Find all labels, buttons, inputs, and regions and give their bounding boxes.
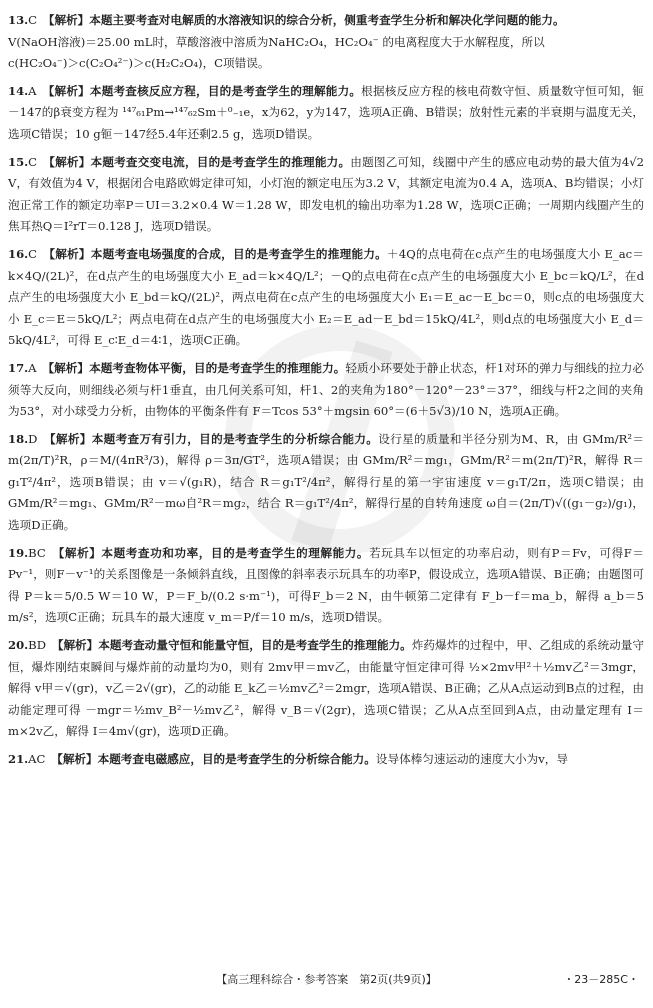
answer-letter: A <box>28 360 37 375</box>
question-number: 19. <box>8 545 29 560</box>
answer-item-13 <box>8 10 644 75</box>
analysis-tag: 【解析】 <box>49 431 92 446</box>
analysis-text: 根据核反应方程的核电荷数守恒、质量数守恒可知，钷－147的β衰变方程为 ¹⁴⁷₆₁Pm→¹⁴⁷₆₂Sm＋⁰₋₁e，x为62，y为147，选项A正确、B错误；放射性元素的半衰期与温度无关，选项C错误；10 g钷－147经5.4年还剩2.5 g，选项D错误。 <box>8 83 644 141</box>
question-number: 16. <box>8 246 29 261</box>
question-number: 18. <box>8 431 29 446</box>
footer-title: 【高三理科综合・参考答案 第2页(共9页)】 <box>216 973 437 986</box>
analysis-lead: 本题考查电场强度的合成，目的是考查学生的推理能力。 <box>90 246 388 261</box>
answer-content <box>8 10 644 777</box>
answer-letter: BC <box>28 545 46 560</box>
analysis-tag: 【解析】 <box>49 246 91 261</box>
answer-letter: AC <box>28 752 46 766</box>
analysis-text: ＋4Q的点电荷在c点产生的电场强度大小 E_ac＝k×4Q/(2L)²，在d点产生的电场强度大小 E_ad＝k×4Q/L²；－Q的点电荷在c点产生的电场强度大小 E_bc＝kQ/L²，在d点产生的电场强度大小 E_bd＝kQ/(2L)²，两点电荷在c点产生的电场强度大小 E₁＝E_ac－E_bc＝0，则c点的电场强度大小 E_c＝E＝5kQ/L²；两点电荷在d点产生的电场强度大小 E₂＝E_ad－E_bd＝15kQ/4L²，则d点的电场强度大小 E_d＝5kQ/4L²，可得 E_c∶E_d＝4∶1，选项C正确。 <box>8 246 644 348</box>
question-number: 14. <box>8 83 29 98</box>
analysis-text: V(NaOH溶液)＝25.00 mL时，草酸溶液中溶质为NaHC₂O₄，HC₂O₄⁻ 的电离程度大于水解程度，所以 <box>8 34 545 49</box>
answer-item-18 <box>8 429 644 537</box>
question-number: 21. <box>8 752 29 766</box>
answer-item-15 <box>8 152 644 238</box>
analysis-text: 由题图乙可知，线圈中产生的感应电动势的最大值为4√2 V，有效值为4 V，根据闭合电路欧姆定律可知，小灯泡的额定电压为3.2 V，其额定电流为0.4 A，选项A、B均错误；小灯泡正常工作的额定功率P＝UI＝3.2×0.4 W＝1.28 W，即发电机的输出功率为1.28 W，选项C正确；一周期内线圈产生的焦耳热Q＝I²rT＝0.128 J，选项D错误。 <box>8 154 644 234</box>
answer-letter: C <box>28 246 38 261</box>
answer-letter: A <box>28 83 37 98</box>
analysis-lead: 本题考查交变电流，目的是考查学生的推理能力。 <box>90 154 351 169</box>
analysis-lead: 本题主要考查对电解质的水溶液知识的综合分析，侧重考查学生分析和解决化学问题的能力。 <box>89 13 565 27</box>
analysis-tag: 【解析】 <box>57 752 98 766</box>
answer-letter: C <box>28 13 38 27</box>
question-number: 13. <box>8 13 29 27</box>
analysis-text: 设导体棒匀速运动的速度大小为v，导 <box>375 752 568 766</box>
analysis-text: c(HC₂O₄⁻)＞c(C₂O₄²⁻)＞c(H₂C₂O₄)，C项错误。 <box>8 56 270 71</box>
question-number: 17. <box>8 360 29 375</box>
answer-item-20 <box>8 635 644 743</box>
analysis-tag: 【解析】 <box>58 545 102 560</box>
analysis-lead: 本题考查电磁感应，目的是考查学生的分析综合能力。 <box>97 752 376 766</box>
answer-letter: BD <box>28 638 46 653</box>
analysis-tag: 【解析】 <box>48 83 90 98</box>
analysis-lead: 本题考查动量守恒和能量守恒，目的是考查学生的推理能力。 <box>98 638 412 653</box>
page-footer <box>0 968 653 992</box>
analysis-lead: 本题考查核反应方程，目的是考查学生的理解能力。 <box>89 83 362 98</box>
analysis-text: 轻质小环要处于静止状态，杆1对环的弹力与细线的拉力必须等大反向，则细线必须与杆1垂直，由几何关系可知，杆1、2的夹角为180°－120°－23°＝37°，细线与杆2之间的夹角为53°，对小球受力分析，由物体的平衡条件有 F＝Tcos 53°＋mgsin 60°＝(6＋5√3)/10 N，选项A正确。 <box>8 360 644 419</box>
analysis-tag: 【解析】 <box>49 154 91 169</box>
analysis-tag: 【解析】 <box>48 360 90 375</box>
question-number: 15. <box>8 154 29 169</box>
analysis-tag: 【解析】 <box>57 638 99 653</box>
answer-letter: D <box>28 431 38 446</box>
answer-item-14 <box>8 81 644 146</box>
answer-item-16 <box>8 244 644 352</box>
analysis-tag: 【解析】 <box>48 13 90 27</box>
analysis-text: 炸药爆炸的过程中，甲、乙组成的系统动量守恒，爆炸刚结束瞬间与爆炸前的动量均为0，则有 2mv甲＝mv乙，由能量守恒定律可得 ½×2mv甲²＋½mv乙²＝3mgr，解得 v甲＝√(gr)，v乙＝2√(gr)，乙的动能 E_k乙＝½mv乙²＝2mgr，选项A错误、B正确；乙从A点运动到B点的过程，由动能定理可得 －mgr＝½mv_B²－½mv乙²，解得 v_B＝√(2gr)，选项C错误；乙从A点至回到A点，由动量定理有 I＝m×2v乙，解得 I＝4m√(gr)，选项D正确。 <box>8 638 644 739</box>
answer-letter: C <box>28 154 38 169</box>
analysis-text: 设行星的质量和半径分别为M、R，由 GMm/R²＝m(2π/T)²R，ρ＝M/(4πR³/3)，解得 ρ＝3π/GT²，选项A错误；由 GMm/R²＝mg₁，GMm/R²＝m(2π/T)²R，解得 R＝g₁T²/4π²，选项B错误；由 v＝√(g₁R)，结合 R＝g₁T²/4π²，解得行星的第一宇宙速度 v＝g₁T/2π，选项C错误；由 GMm/R²＝mg₁、GMm/R²－mω自²R＝mg₂，结合 R＝g₁T²/4π²，解得行星的自转角速度 ω自＝(2π/T)√((g₁－g₂)/g₁)，选项D正确。 <box>8 431 644 533</box>
answer-item-21 <box>8 749 644 771</box>
question-number: 20. <box>8 638 29 653</box>
analysis-lead: 本题考查万有引力，目的是考查学生的分析综合能力。 <box>91 431 379 446</box>
analysis-lead: 本题考查功和功率，目的是考查学生的理解能力。 <box>101 545 370 560</box>
answer-item-19 <box>8 543 644 629</box>
analysis-lead: 本题考查物体平衡，目的是考查学生的推理能力。 <box>89 360 346 375</box>
answer-item-17 <box>8 358 644 423</box>
analysis-text: 若玩具车以恒定的功率启动，则有P＝Fv，可得F＝Pv⁻¹，则F－v⁻¹的关系图像是一条倾斜直线，且图像的斜率表示玩具车的功率P，假设成立，选项A错误、B正确；由题图可得 P＝k＝5/0.5 W＝10 W，P＝F_b/(0.2 s·m⁻¹)，可得F_b＝2 N，由牛顿第二定律有 F_b－f＝ma_b，解得 a_b＝5 m/s²，选项C正确；玩具车的最大速度 v_m＝P/f＝10 m/s，选项D错误。 <box>8 545 644 625</box>
footer-code: ・23－285C・ <box>563 973 639 986</box>
